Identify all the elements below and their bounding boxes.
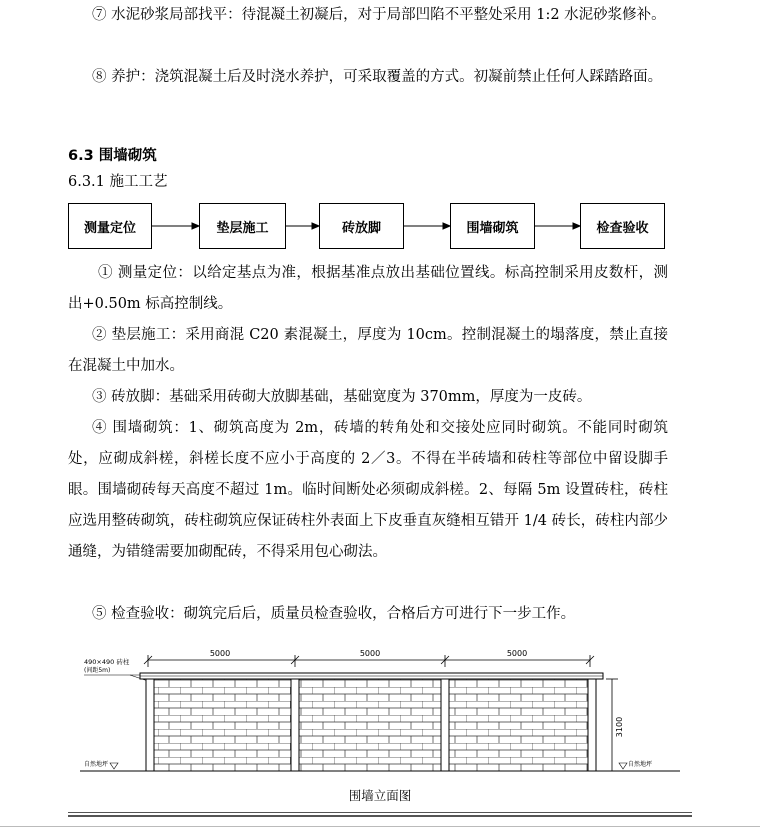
paragraph-3: ③ 砖放脚：基础采用砖砌大放脚基础，基础宽度为 370mm，厚度为一皮砖。 [92, 389, 592, 405]
flow-step-cushion: 垫层施工 [199, 203, 286, 249]
brick-pier [291, 679, 299, 771]
dim-label-1: 5000 [209, 649, 231, 658]
footer-rule [68, 812, 692, 813]
brick-pier [146, 679, 154, 771]
wall-elevation-drawing [70, 645, 690, 780]
flow-arrowhead [443, 223, 450, 229]
flow-arrowhead [573, 223, 580, 229]
page-edge [0, 826, 760, 827]
pier-note: 490×490 砖柱 [84, 658, 130, 666]
paragraph-1: ① 测量定位：以给定基点为准，根据基准点放出基础位置线。标高控制采用皮数杆，测出+0.50m 标高控制线。 [68, 265, 668, 312]
flow-step-wall: 围墙砌筑 [450, 203, 535, 249]
ground-label-right: 自然地坪 [628, 761, 653, 768]
dim-label-2: 5000 [359, 649, 381, 658]
dim-label-3: 5000 [506, 649, 528, 658]
paragraph-2: ② 垫层施工：采用商混 C20 素混凝土，厚度为 10cm。控制混凝土的塌落度，禁止直接在混凝土中加水。 [68, 327, 668, 374]
brick-wall [150, 679, 590, 771]
flow-step-footing: 砖放脚 [319, 203, 404, 249]
footer-rule-thick [68, 815, 692, 817]
flow-arrowhead [192, 223, 199, 229]
subsection-heading: 6.3.1 施工工艺 [68, 174, 168, 190]
height-label: 3100 [615, 716, 624, 738]
brick-pier [588, 679, 596, 771]
flow-arrowhead [312, 223, 319, 229]
flow-step-survey: 测量定位 [68, 203, 152, 249]
section-heading: 6.3 围墙砌筑 [68, 148, 157, 164]
flow-step-inspection: 检查验收 [580, 203, 665, 249]
ground-label-left: 自然地坪 [84, 761, 109, 768]
paragraph-5: ⑤ 检查验收：砌筑完后后，质量员检查验收，合格后方可进行下一步工作。 [92, 606, 576, 622]
paragraph-4: ④ 围墙砌筑：1、砌筑高度为 2m，砖墙的转角处和交接处应同时砌筑。不能同时砌筑处，应砌成斜槎，斜槎长度不应小于高度的 2／3。不得在半砖墙和砖柱等部位中留设脚手眼。围墙砌砖每天高度不超过 1m。临时间断处必须砌成斜槎。2、每隔 5m 设置砖柱，砖柱应选用整砖砌筑，砖柱砌筑应保证砖柱外表面上下皮垂直灰缝相互错开 1/4 砖长，砖柱内部少通缝，为错缝需要加砌配砖，不得采用包心砌法。 [68, 420, 668, 560]
pier-spacing-note: (间距5m) [84, 667, 111, 674]
brick-pier [441, 679, 449, 771]
figure-caption: 围墙立面图 [348, 788, 412, 803]
paragraph-8: ⑧ 养护：浇筑混凝土后及时浇水养护，可采取覆盖的方式。初凝前禁止任何人踩踏路面。 [92, 69, 663, 85]
paragraph-7: ⑦ 水泥砂浆局部找平：待混凝土初凝后，对于局部凹陷不平整处采用 1:2 水泥砂浆修补。 [92, 7, 666, 23]
